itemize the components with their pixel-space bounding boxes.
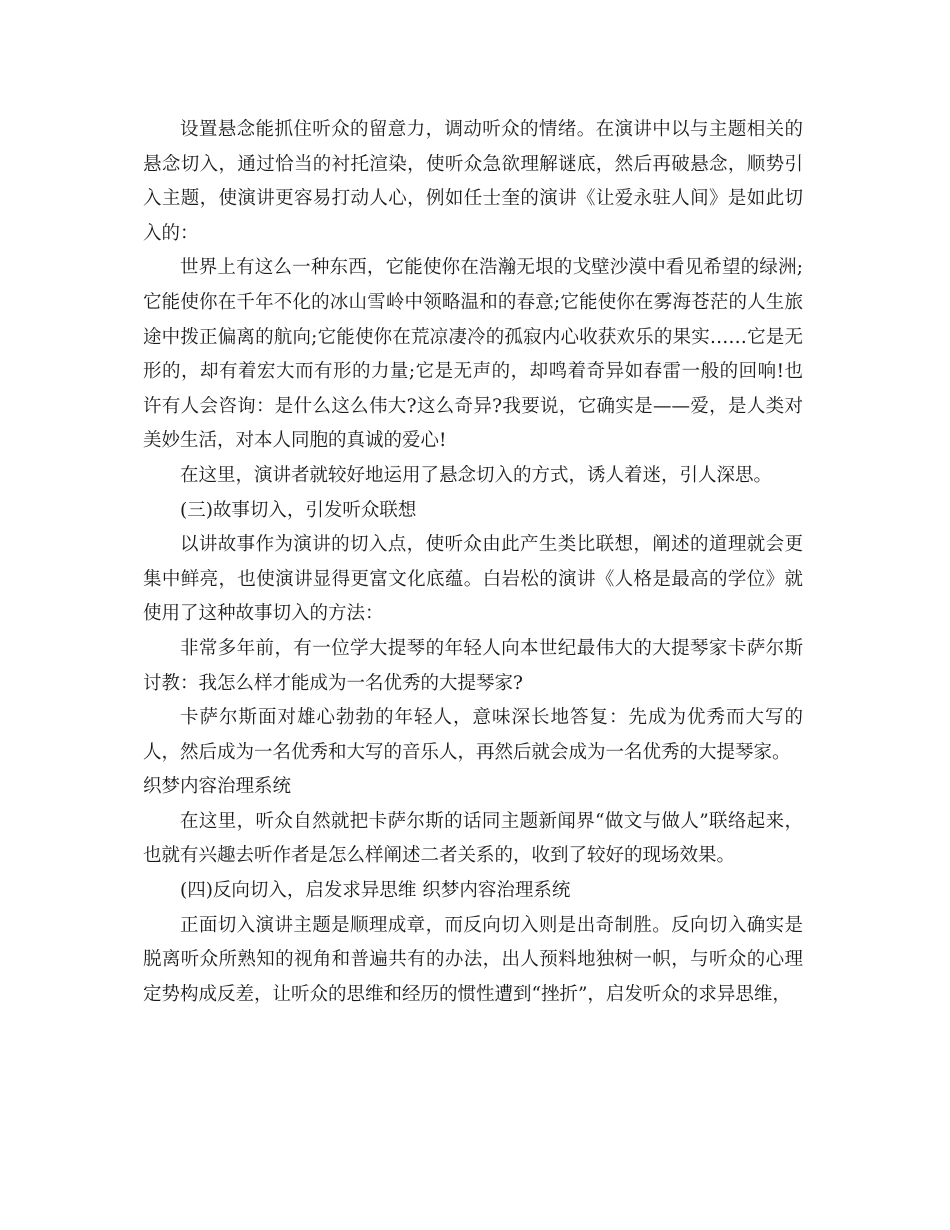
paragraph-suspense-comment: 在这里，演讲者就较好地运用了悬念切入的方式，诱人着迷，引人深思。 (180, 464, 773, 486)
paragraph-love-speech-quote: 世界上有这么一种东西，它能使你在浩瀚无垠的戈壁沙漠中看见希望的绿洲;它能使你在千年不化的冰山雪岭中领略温和的春意;它能使你在雾海苍茫的人生旅途中拨正偏离的航向;它能使你在荒凉凄冷的孤寂内心收获欢乐的果实……它是无形的，却有着宏大而有形的力量;它是无声的，却鸣着奇异如春雷一般的回响!也许有人会咨询：是什么这么伟大?这么奇异?我要说，它确实是——爱，是人类对美妙生活，对本人同胞的真诚的爱心! (143, 257, 803, 452)
document-body (143, 113, 803, 1012)
paragraph-casals-answer: 卡萨尔斯面对雄心勃勃的年轻人，意味深长地答复：先成为优秀而大写的人，然后成为一名优秀和大写的音乐人，再然后就会成为一名优秀的大提琴家。 (143, 707, 803, 763)
paragraph-story-intro: 以讲故事作为演讲的切入点，使听众由此产生类比联想，阐述的道理就会更集中鲜亮，也使演讲显得更富文化底蕴。白岩松的演讲《人格是最高的学位》就使用了这种故事切入的方法： (143, 534, 803, 625)
section-heading-story: (三)故事切入，引发听众联想 (180, 499, 417, 521)
paragraph-suspense-intro: 设置悬念能抓住听众的留意力，调动听众的情绪。在演讲中以与主题相关的悬念切入，通过恰当的衬托渲染，使听众急欲理解谜底，然后再破悬念，顺势引入主题，使演讲更容易打动人心，例如任士奎的演讲《让爱永驻人间》是如此切入的： (143, 119, 803, 244)
section-heading-reverse: (四)反向切入，启发求异思维 织梦内容治理系统 (180, 880, 571, 902)
paragraph-reverse-intro: 正面切入演讲主题是顺理成章，而反向切入则是出奇制胜。反向切入确实是脱离听众所熟知的视角和普遍共有的办法，出人预料地独树一帜，与听众的心理定势构成反差，让听众的思维和经历的惯性遭到“挫折”，启发听众的求异思维， (143, 914, 803, 1005)
paragraph-story-comment: 在这里，听众自然就把卡萨尔斯的话同主题新闻界“做文与做人”联络起来，也就有兴趣去听作者是怎么样阐述二者关系的，收到了较好的现场效果。 (143, 810, 803, 867)
paragraph-cellist-question: 非常多年前，有一位学大提琴的年轻人向本世纪最伟大的大提琴家卡萨尔斯讨教：我怎么样才能成为一名优秀的大提琴家? (143, 637, 803, 694)
watermark-line: 织梦内容治理系统 (143, 776, 292, 798)
